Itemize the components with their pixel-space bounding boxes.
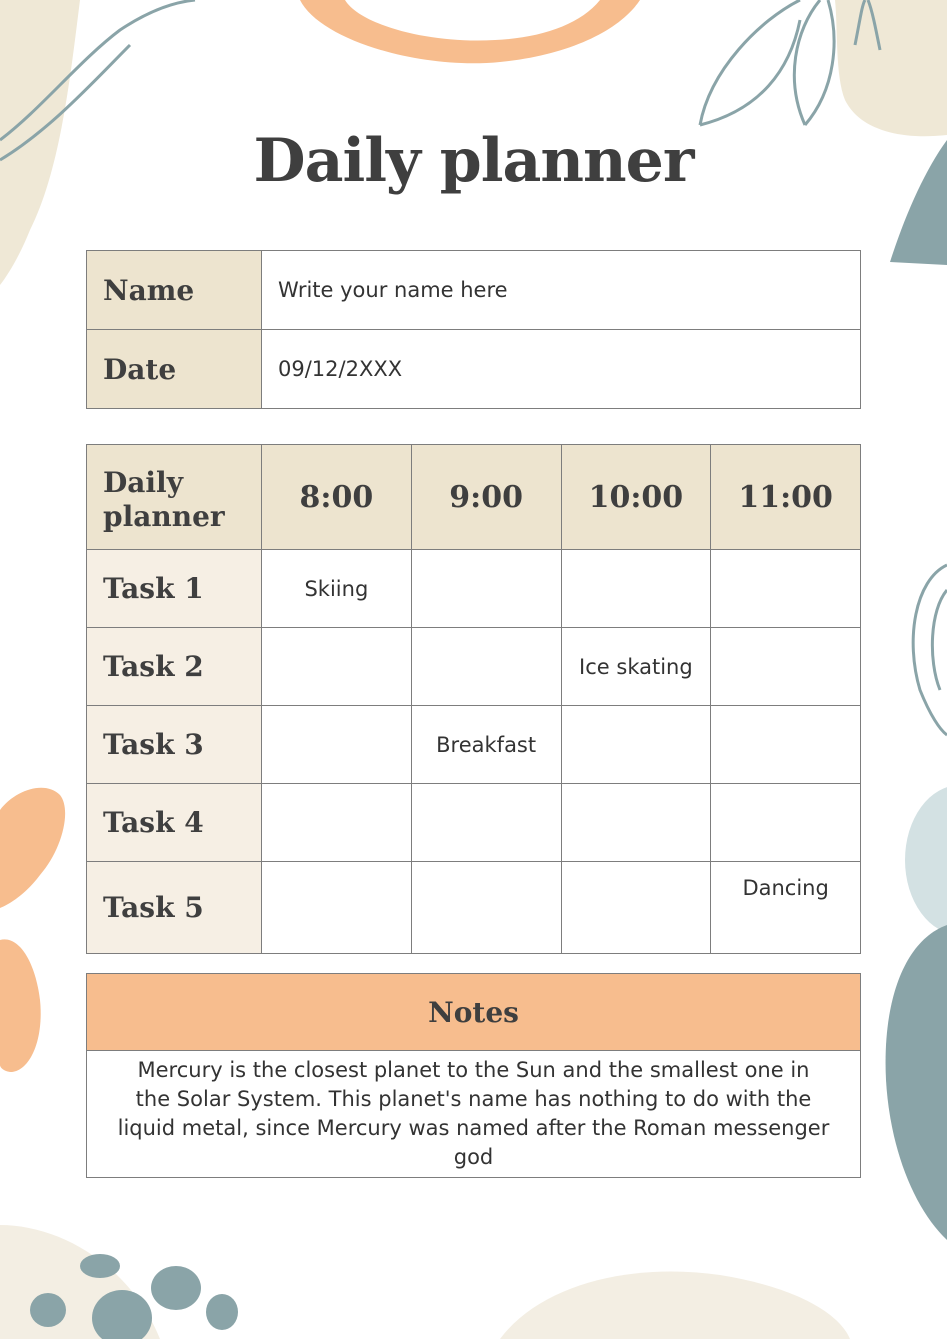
date-row: [87, 330, 861, 409]
name-row: [87, 251, 861, 330]
peach-blob-left-1: [0, 788, 65, 908]
task-cell[interactable]: [411, 628, 561, 706]
task-cell[interactable]: Skiing: [262, 550, 412, 628]
task-row: [87, 784, 861, 862]
task-label: Task 3: [87, 706, 262, 784]
task-label: Task 2: [87, 628, 262, 706]
task-label: Task 5: [87, 862, 262, 954]
cream-blob-bottom-right: [500, 1271, 850, 1339]
task-cell[interactable]: [561, 550, 711, 628]
task-cell[interactable]: [262, 628, 412, 706]
cream-blob-top-right: [835, 0, 947, 136]
task-cell[interactable]: [561, 706, 711, 784]
name-label: Name: [87, 251, 262, 330]
task-cell[interactable]: [711, 784, 861, 862]
task-cell[interactable]: [711, 706, 861, 784]
page-title: Daily planner: [253, 126, 694, 196]
notes-text[interactable]: Mercury is the closest planet to the Sun and the smallest one in the Solar System. This planet's name has nothing to do with the liquid metal, since Mercury was named after the Roman messenger god: [87, 1051, 861, 1178]
peach-ring-top: [300, 0, 640, 63]
task-cell[interactable]: Dancing: [711, 862, 861, 954]
task-label: Task 4: [87, 784, 262, 862]
time-header: 11:00: [711, 445, 861, 550]
teal-arcs-right: [913, 565, 947, 735]
task-label: Task 1: [87, 550, 262, 628]
task-row: [87, 550, 861, 628]
task-cell[interactable]: [262, 862, 412, 954]
name-field[interactable]: Write your name here: [262, 251, 861, 330]
time-header: 9:00: [411, 445, 561, 550]
schedule-corner-label: Daily planner: [87, 445, 262, 550]
teal-blob-right: [886, 925, 947, 1240]
schedule-header-row: [87, 445, 861, 550]
time-header: 8:00: [262, 445, 412, 550]
task-cell[interactable]: [711, 550, 861, 628]
notes-heading: Notes: [87, 974, 861, 1051]
task-row: [87, 862, 861, 954]
task-cell[interactable]: [561, 784, 711, 862]
task-cell[interactable]: [262, 706, 412, 784]
task-cell[interactable]: [411, 550, 561, 628]
date-field[interactable]: 09/12/2XXX: [262, 330, 861, 409]
task-row: [87, 706, 861, 784]
info-table: [86, 250, 861, 409]
notes-table: [86, 973, 861, 1178]
task-cell[interactable]: Ice skating: [561, 628, 711, 706]
task-cell[interactable]: [711, 628, 861, 706]
peach-blob-left-2: [0, 939, 41, 1072]
task-row: [87, 628, 861, 706]
task-cell[interactable]: [411, 862, 561, 954]
schedule-table: [86, 444, 861, 954]
task-cell[interactable]: [262, 784, 412, 862]
light-teal-circle: [905, 785, 947, 935]
time-header: 10:00: [561, 445, 711, 550]
task-cell[interactable]: [411, 784, 561, 862]
task-cell[interactable]: Breakfast: [411, 706, 561, 784]
task-cell[interactable]: [561, 862, 711, 954]
date-label: Date: [87, 330, 262, 409]
